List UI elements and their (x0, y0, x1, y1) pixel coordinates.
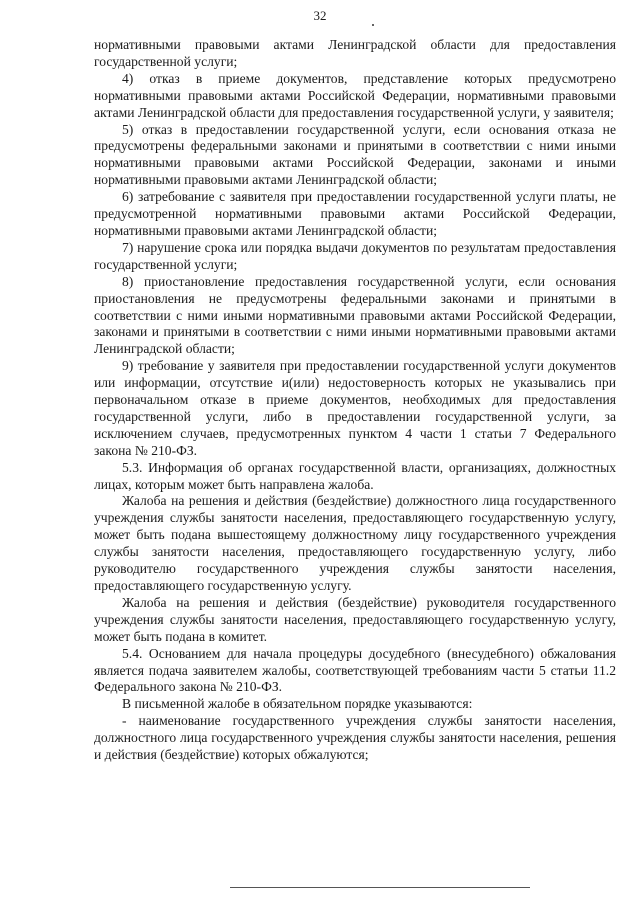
paragraph-list-item-name: - наименование государственного учреждения службы занятости населения, должностного лица государственного учреждения службы занятости населения, решения и действия (бездействие) которых обжалуются; (94, 713, 616, 763)
page-number: 32 (313, 8, 327, 23)
paragraph-complaint-official: Жалоба на решения и действия (бездействие) должностного лица государственного учреждения службы занятости населения, предоставляющего государственную услугу, может быть подана вышестоящему должностному лицу государственного учреждения службы занятости населения, предоставляющего государственную услугу, либо руководителю государственного учреждения службы занятости населения, предоставляющего государственную услугу. (94, 493, 616, 593)
paragraph-item-5: 5) отказ в предоставлении государственной услуги, если основания отказа не предусмотрены федеральными законами и принятыми в соответствии с ними иными нормативными правовыми актами Российской Федерации, законами и иными нормативными правовыми актами Ленинградской области; (94, 121, 616, 188)
paragraph-continuation: нормативными правовыми актами Ленинградской области для предоставления государственной услуги; (94, 37, 616, 69)
paragraph-item-9: 9) требование у заявителя при предоставлении государственной услуги документов или информации, отсутствие и(или) недостоверность которых не указывались при первоначальном отказе в приеме документов, необходимых для предоставления государственной услуги, либо в предоставлении государственной услуги, за исключением случаев, предусмотренных пунктом 4 части 1 статьи 7 Федерального закона № 210-ФЗ. (94, 358, 616, 458)
paragraph-section-5-3: 5.3. Информация об органах государственной власти, организациях, должностных лицах, которым может быть направлена жалоба. (94, 459, 616, 492)
paragraph-item-4: 4) отказ в приеме документов, представление которых предусмотрено нормативными правовыми актами Российской Федерации, нормативными правовыми актами Ленинградской области для предоставления государственной услуги, у заявителя; (94, 70, 616, 120)
paragraph-item-6: 6) затребование с заявителя при предоставлении государственной услуги платы, не предусмотренной нормативными правовыми актами Российской Федерации, нормативными правовыми актами Ленинградской области; (94, 189, 616, 238)
footer-rule (230, 887, 530, 888)
paragraph-item-7: 7) нарушение срока или порядка выдачи документов по результатам предоставления государственной услуги; (94, 239, 616, 272)
document-body (94, 37, 616, 764)
paragraph-written-complaint: В письменной жалобе в обязательном порядке указываются: (122, 696, 473, 712)
paragraph-item-8: 8) приостановление предоставления государственной услуги, если основания приостановления не предусмотрены федеральными законами и принятыми в соответствии с ними иными нормативными правовыми актами Российской Федерации, законами и принятыми в соответствии с ними иными нормативными правовыми актами Ленинградской области; (94, 273, 616, 357)
paragraph-complaint-head: Жалоба на решения и действия (бездействие) руководителя государственного учреждения службы занятости населения, предоставляющего государственную услугу, может быть подана в комитет. (94, 594, 616, 644)
scan-speck (372, 24, 374, 26)
paragraph-section-5-4: 5.4. Основанием для начала процедуры досудебного (внесудебного) обжалования является подача заявителем жалобы, соответствующей требованиям части 5 статьи 11.2 Федерального закона № 210-ФЗ. (94, 645, 616, 695)
